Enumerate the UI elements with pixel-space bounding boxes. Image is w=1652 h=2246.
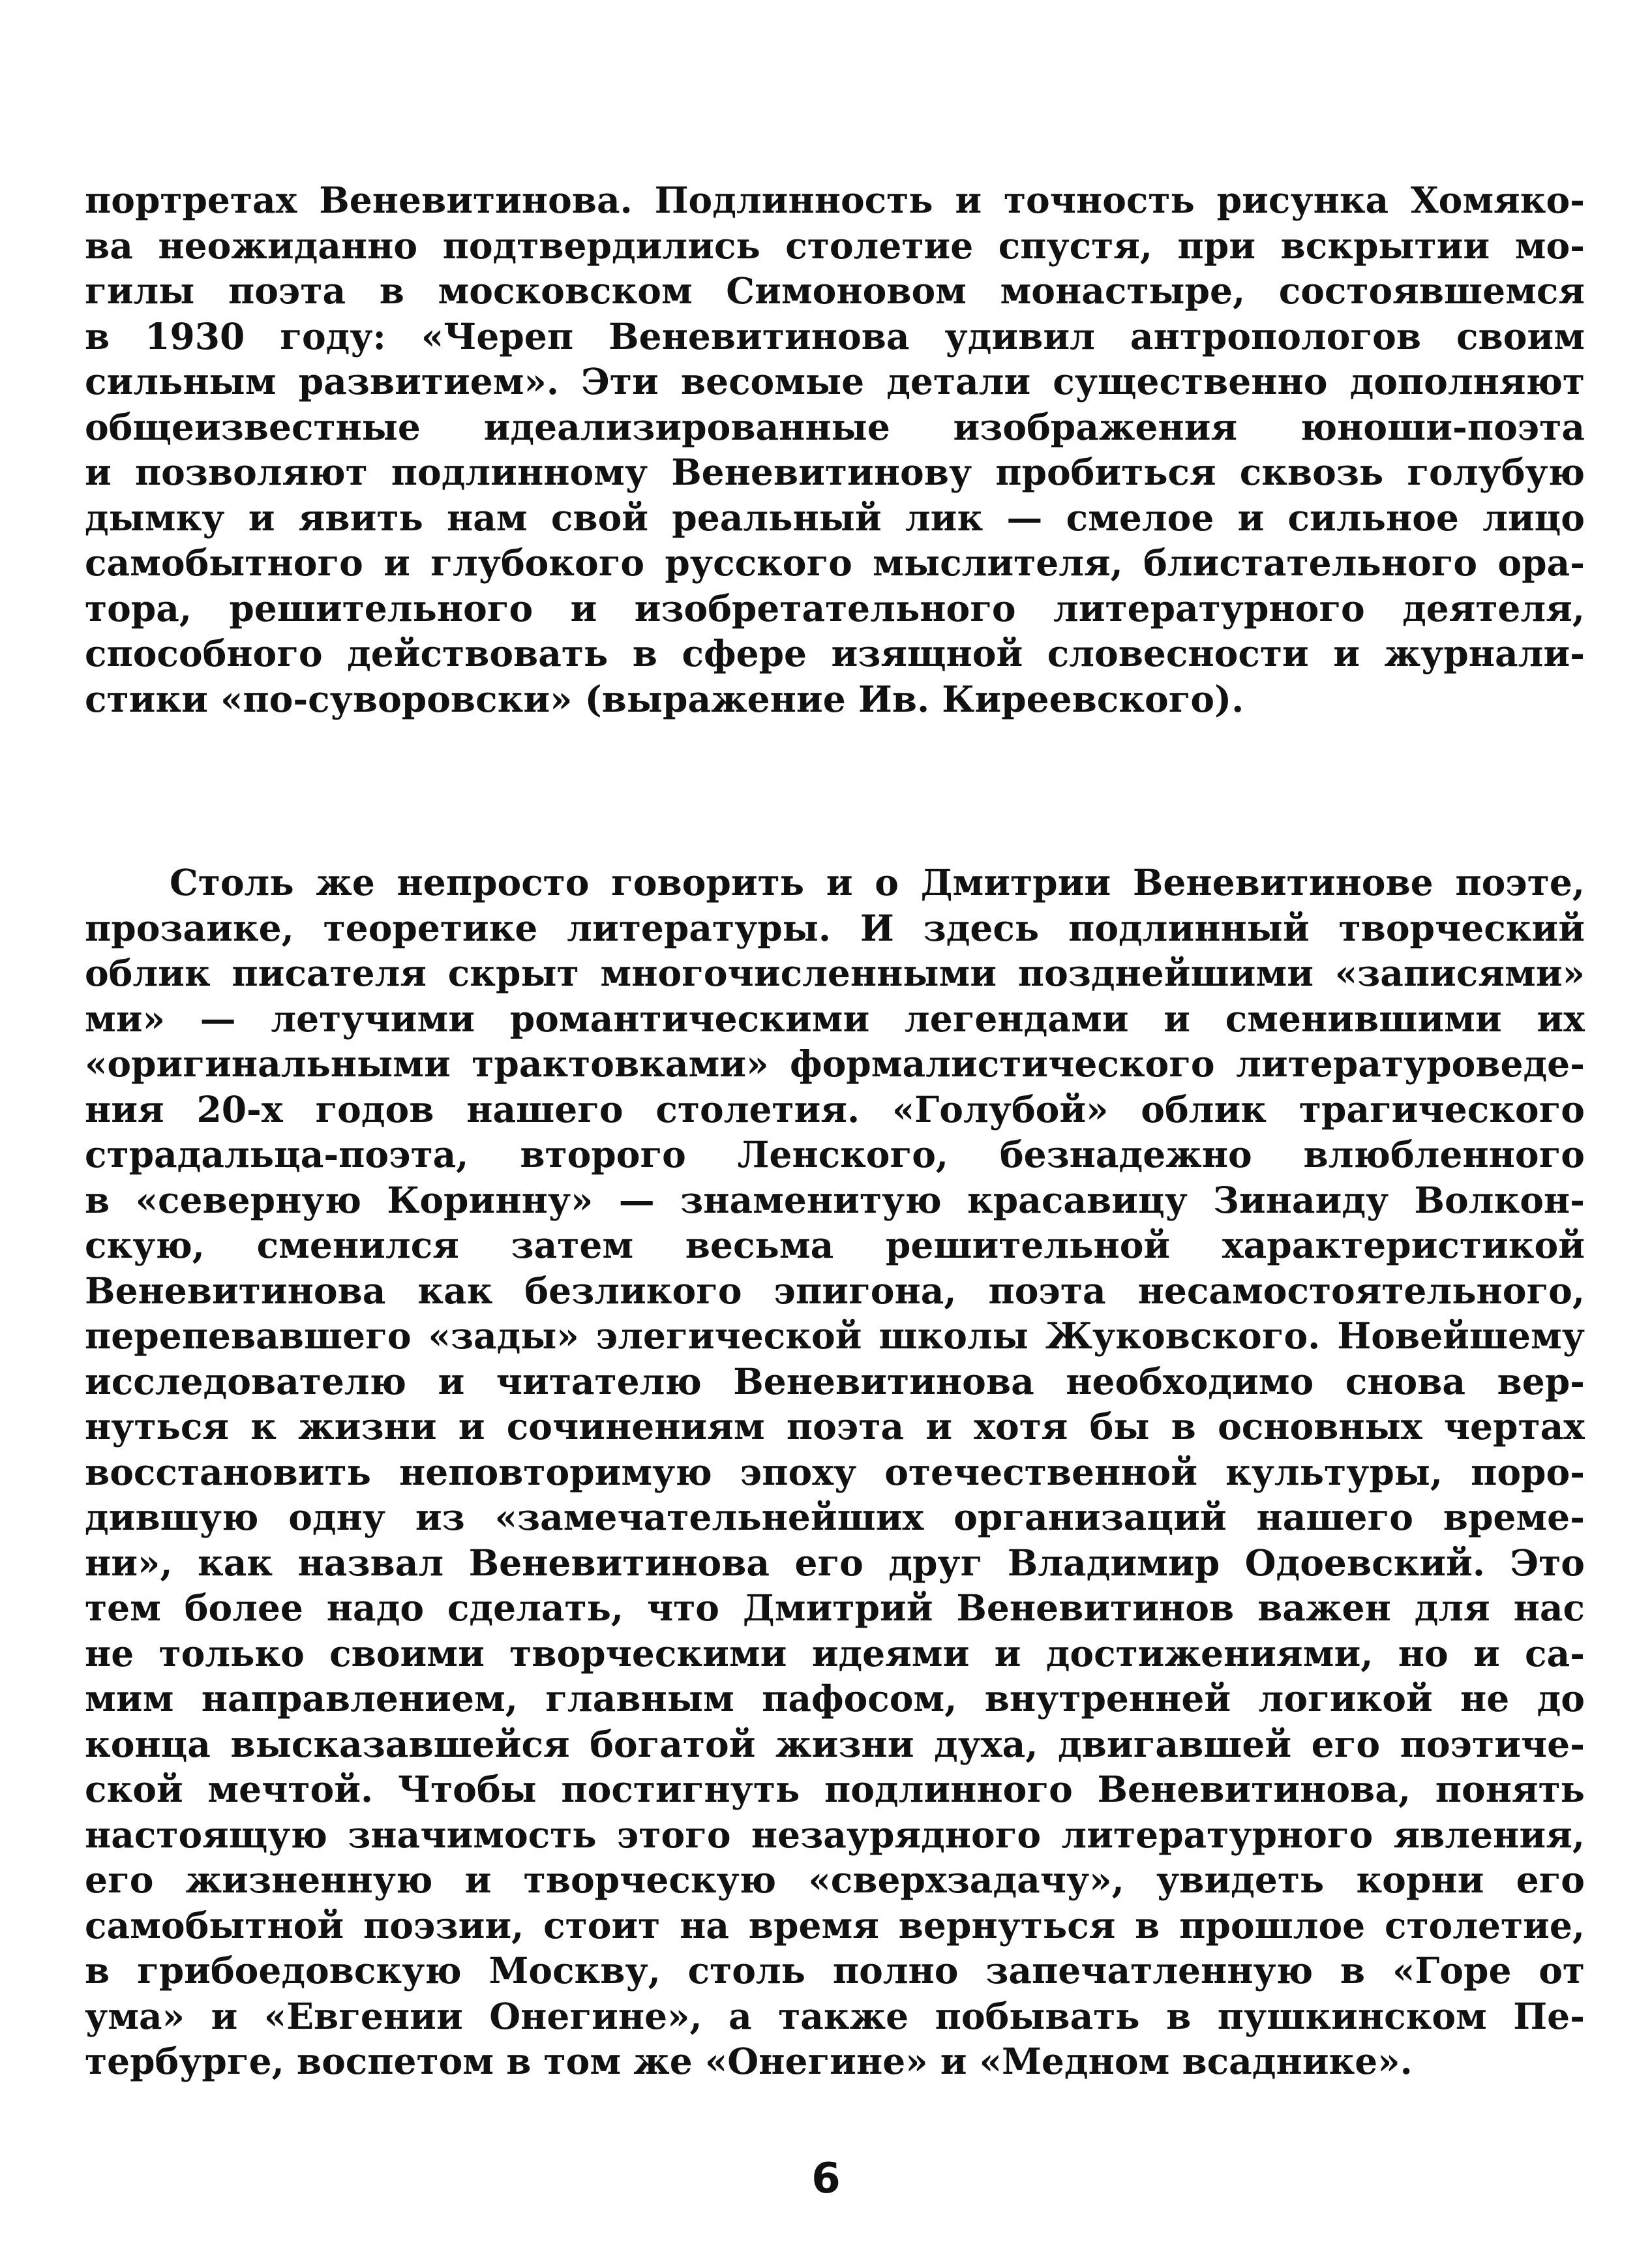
text-line: дившую одну из «замечательнейших организаций нашего време- [85,1496,1585,1538]
text-line: ва неожиданно подтвердились столетие спустя, при вскрытии мо- [85,224,1585,267]
text-line: прозаике, теоретике литературы. И здесь подлинный творческий [85,906,1585,949]
text-line: гилы поэта в московском Симоновом монастыре, состоявшемся [85,269,1585,312]
text-line: в грибоедовскую Москву, столь полно запечатленную в «Горе от [85,1949,1585,1992]
text-line: портретах Веневитинова. Подлинность и точность рисунка Хомяко- [85,179,1585,221]
text-line: дымку и явить нам свой реальный лик — смелое и сильное лицо [85,496,1585,539]
text-line: ния 20-х годов нашего столетия. «Голубой» облик трагического [85,1087,1585,1131]
text-line: общеизвестные идеализированные изображения юноши-поэта [85,405,1585,448]
text-line: Столь же непросто говорить и о Дмитрии Веневитинове поэте, [170,861,1585,903]
text-line: и позволяют подлинному Веневитинову пробиться сквозь голубую [85,451,1585,493]
text-line: тем более надо сделать, что Дмитрий Веневитинов важен для нас [85,1586,1585,1629]
text-line: ской мечтой. Чтобы постигнуть подлинного Веневитинова, понять [85,1768,1585,1810]
text-line: страдальца-поэта, второго Ленского, безнадежно влюбленного [85,1133,1585,1176]
text-line: способного действовать в сфере изящной словесности и журнали- [85,632,1585,675]
text-line: ни», как назвал Веневитинова его друг Владимир Одоевский. Это [85,1541,1585,1584]
text-line: мим направлением, главным пафосом, внутренней логикой не до [85,1677,1585,1720]
text-line: перепевавшего «зады» элегической школы Жуковского. Новейшему [85,1314,1585,1357]
text-line: тора, решительного и изобретательного литературного деятеля, [85,586,1585,630]
text-line: сильным развитием». Эти весомые детали существенно дополняют [85,360,1585,402]
text-line: нуться к жизни и сочинениям поэта и хотя бы в основных чертах [85,1405,1585,1448]
text-line: ума» и «Евгении Онегине», а также побывать в пушкинском Пе- [85,1994,1585,2037]
text-line: настоящую значимость этого незаурядного литературного явления, [85,1813,1585,1856]
text-line: не только своими творческими идеями и достижениями, но и са- [85,1631,1585,1675]
text-line: восстановить неповторимую эпоху отечественной культуры, поро- [85,1450,1585,1493]
text-line: самобытного и глубокого русского мыслителя, блистательного ора- [85,541,1585,584]
text-line: тербурге, воспетом в том же «Онегине» и «Медном всаднике». [85,2040,1413,2082]
text-line: его жизненную и творческую «сверхзадачу», увидеть корни его [85,1859,1585,1901]
page-number: 6 [811,2155,841,2203]
text-line: скую, сменился затем весьма решительной характеристикой [85,1224,1585,1266]
paragraph-1 [85,177,1585,721]
text-line: в 1930 году: «Череп Веневитинова удивил антропологов своим [85,314,1585,357]
text-line: ми» — летучими романтическими легендами и сменившими их [85,997,1585,1040]
text-line: облик писателя скрыт многочисленными позднейшими «записями» [85,952,1585,994]
text-line: самобытной поэзии, стоит на время вернуться в прошлое столетие, [85,1904,1585,1947]
text-line: «оригинальными трактовками» формалистического литературоведе- [85,1042,1585,1085]
text-line: конца высказавшейся богатой жизни духа, двигавшей его поэтиче- [85,1722,1585,1765]
text-line: в «северную Коринну» — знаменитую красавицу Зинаиду Волкон- [85,1178,1585,1221]
text-line: стики «по-суворовски» (выражение Ив. Киреевского). [85,677,1244,720]
text-line: Веневитинова как безликого эпигона, поэта несамостоятельного, [85,1269,1585,1312]
paragraph-2 [85,860,1585,2084]
text-line: исследователю и читателю Веневитинова необходимо снова вер- [85,1359,1585,1403]
